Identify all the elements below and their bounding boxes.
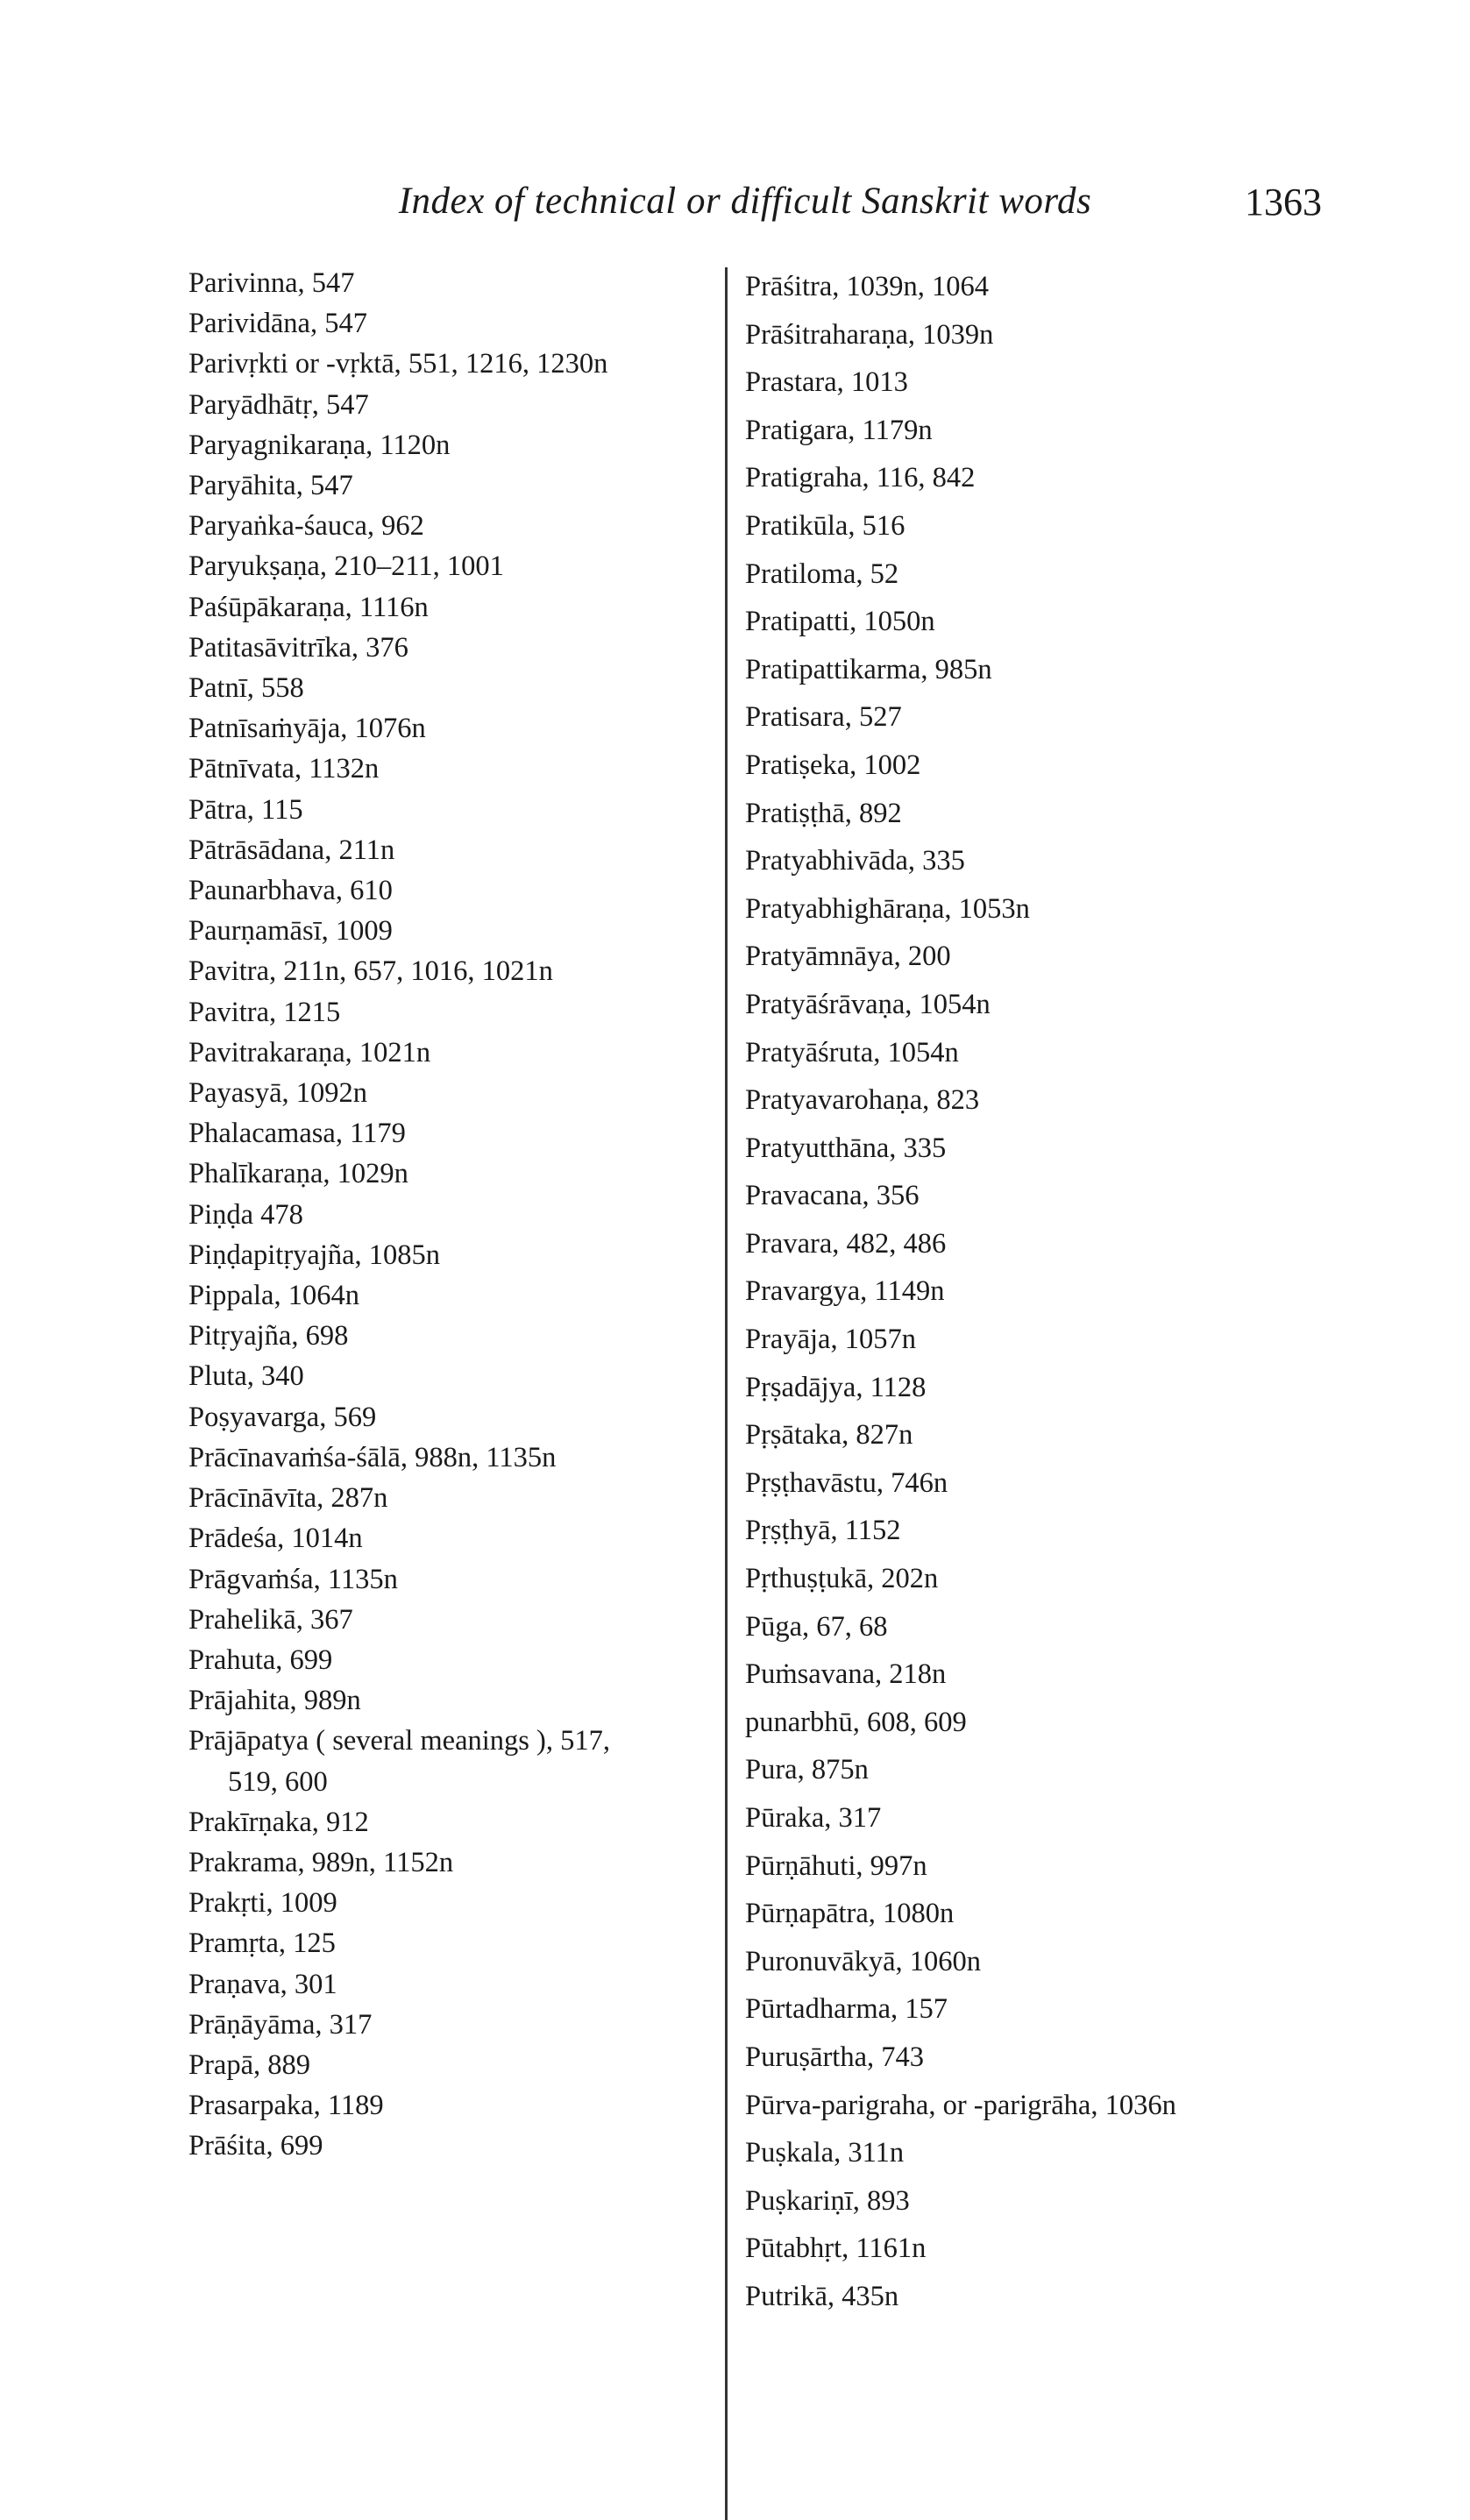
- index-entry: [745, 1316, 1359, 1364]
- index-entry-text: Prakīrṇaka, 912: [188, 1806, 369, 1838]
- index-entry-text: Pravargya, 1149n: [745, 1275, 945, 1308]
- index-entry: [188, 1721, 732, 1801]
- index-entry: [745, 1267, 1359, 1316]
- index-entry: [745, 311, 1359, 359]
- index-entry: [188, 1113, 732, 1154]
- index-entry-text: Pṛṣṭhavāstu, 746n: [745, 1466, 948, 1499]
- index-entry-text: Paryukṣaṇa, 210–211, 1001: [188, 550, 504, 583]
- index-entry-text: Pṛthuṣṭukā, 202n: [745, 1563, 939, 1595]
- index-entry-text: Pratisara, 527: [745, 701, 902, 734]
- index-entry-text: Prayāja, 1057n: [745, 1324, 916, 1356]
- index-entry-text: Pratyāśruta, 1054n: [745, 1036, 959, 1068]
- index-entry: [745, 1172, 1359, 1220]
- index-entry: [745, 1603, 1359, 1651]
- index-entry: [745, 1220, 1359, 1268]
- index-entry: [188, 1842, 732, 1883]
- index-entry-text: Paryādhātṛ, 547: [188, 388, 369, 421]
- index-entry: [745, 837, 1359, 885]
- index-entry: [188, 1680, 732, 1721]
- index-entry: [745, 981, 1359, 1029]
- index-entry-continuation: 519, 600: [228, 1765, 328, 1798]
- index-entry-text: Pratyutthāna, 335: [745, 1132, 947, 1164]
- index-entry: [745, 358, 1359, 407]
- index-entry-text: Pratiloma, 52: [745, 557, 899, 590]
- index-entry-text: Paunarbhava, 610: [188, 875, 393, 907]
- index-entry-text: Pravara, 482, 486: [745, 1227, 947, 1260]
- index-entry: [745, 693, 1359, 742]
- index-entry-text: Prakrama, 989n, 1152n: [188, 1846, 454, 1878]
- index-entry-text: Paurṇamāsī, 1009: [188, 915, 393, 948]
- index-entry: [745, 598, 1359, 646]
- index-entry-text: Pratikūla, 516: [745, 509, 905, 542]
- index-entry-text: Patnīsaṁyāja, 1076n: [188, 713, 426, 745]
- index-entry-text: Prasarpaka, 1189: [188, 2090, 384, 2122]
- index-entry: [745, 407, 1359, 455]
- index-entry: [745, 885, 1359, 933]
- index-entry-text: Piṇḍa 478: [188, 1198, 303, 1231]
- index-entry: [188, 1275, 732, 1316]
- index-entry: [188, 2085, 732, 2126]
- index-entry: [745, 1794, 1359, 1842]
- index-entry: [745, 646, 1359, 694]
- index-entry-text: Phalacamasa, 1179: [188, 1118, 406, 1150]
- index-entry-text: Pūrtadharma, 157: [745, 1993, 948, 2026]
- index-entry-text: Prahelikā, 367: [188, 1603, 353, 1636]
- index-entry: [745, 2129, 1359, 2177]
- index-entry: [188, 628, 732, 668]
- index-entry: [188, 1883, 732, 1923]
- index-entry-text: Pravacana, 356: [745, 1180, 920, 1212]
- index-entry: [745, 1125, 1359, 1173]
- index-entry-text: Puṣkariṇī, 893: [745, 2184, 910, 2217]
- index-entry-text: Phalīkaraṇa, 1029n: [188, 1158, 408, 1190]
- index-entry-text: Pitṛyajña, 698: [188, 1320, 349, 1352]
- index-entry: [745, 2082, 1359, 2130]
- index-entry: [745, 502, 1359, 550]
- index-entry-text: Pratyāmnāya, 200: [745, 941, 951, 973]
- index-entry-text: Pratyabhighāraṇa, 1053n: [745, 892, 1030, 925]
- index-entry: [188, 1397, 732, 1437]
- index-entry: [745, 933, 1359, 981]
- index-entry-text: Piṇḍapitṛyajña, 1085n: [188, 1239, 441, 1271]
- index-entry-text: Patnī, 558: [188, 672, 304, 705]
- index-entry-text: Pṛṣadājya, 1128: [745, 1371, 927, 1403]
- index-entry: [745, 1842, 1359, 1891]
- index-entry: [745, 1507, 1359, 1555]
- index-entry-text: Patitasāvitrīka, 376: [188, 631, 408, 664]
- index-entry: [745, 2034, 1359, 2082]
- index-entry-text: Paryagnikaraṇa, 1120n: [188, 429, 451, 461]
- index-entry: [188, 263, 732, 303]
- index-entry-text: Pavitra, 211n, 657, 1016, 1021n: [188, 955, 553, 988]
- index-entry-text: Pratigara, 1179n: [745, 414, 933, 446]
- index-entry: [188, 1437, 732, 1478]
- index-entry-text: Prāgvaṁśa, 1135n: [188, 1563, 398, 1595]
- index-entry: [188, 749, 732, 789]
- index-entry-text: Putrikā, 435n: [745, 2280, 899, 2312]
- index-entry: [745, 550, 1359, 599]
- index-entry-text: Prāśitra, 1039n, 1064: [745, 271, 990, 302]
- index-entry-text: Pūrṇapātra, 1080n: [745, 1898, 955, 1930]
- index-entry: [188, 992, 732, 1033]
- index-entry-text: Pratyāśrāvaṇa, 1054n: [745, 988, 991, 1020]
- index-entry: [188, 587, 732, 628]
- index-entry-text: Puruṣārtha, 743: [745, 2041, 924, 2073]
- index-entry-text: Pūraka, 317: [745, 1802, 882, 1834]
- index-entry-text: punarbhū, 608, 609: [745, 1706, 967, 1738]
- index-entry-text: Pūrva-parigraha, or -parigrāha, 1036n: [745, 2089, 1176, 2121]
- index-entry-text: Pṛṣātaka, 827n: [745, 1419, 913, 1452]
- index-entry: [188, 668, 732, 708]
- index-entry-text: Pratyabhivāda, 335: [745, 845, 965, 877]
- index-entry-text: Prakṛti, 1009: [188, 1887, 337, 1920]
- index-entry-text: Praṇava, 301: [188, 1968, 337, 2000]
- index-entry-text: Prājāpatya ( several meanings ), 517,: [188, 1725, 611, 1757]
- index-entry-text: Prastara, 1013: [745, 366, 908, 399]
- index-entry-text: Prāśita, 699: [188, 2130, 323, 2162]
- index-entry: [745, 790, 1359, 838]
- index-entry-text: Prācīnavaṁśa-śālā, 988n, 1135n: [188, 1441, 557, 1473]
- index-entry-text: Pūtabhṛt, 1161n: [745, 2233, 927, 2265]
- index-entry: [188, 790, 732, 830]
- index-entry-text: Pātnīvata, 1132n: [188, 753, 380, 785]
- index-entry: [745, 1938, 1359, 1986]
- running-header-title: Index of technical or difficult Sanskrit words: [398, 181, 1092, 222]
- index-entry: [745, 1555, 1359, 1603]
- index-entry: [188, 1316, 732, 1356]
- index-entry-text: Pavitrakaraṇa, 1021n: [188, 1036, 431, 1068]
- index-entry-text: Pṛṣṭhyā, 1152: [745, 1515, 901, 1547]
- index-entry-text: Parividāna, 547: [188, 308, 367, 340]
- index-entry-text: Parivṛkti or -vṛktā, 551, 1216, 1230n: [188, 348, 608, 380]
- index-entry: [188, 1600, 732, 1640]
- index-column-right: [745, 263, 1359, 2321]
- index-entry-text: Prācīnāvīta, 287n: [188, 1482, 388, 1515]
- index-entry-text: Puṁsavana, 218n: [745, 1658, 947, 1691]
- index-entry: [745, 1890, 1359, 1938]
- index-entry: [188, 344, 732, 384]
- index-entry-text: Prapā, 889: [188, 2048, 310, 2081]
- index-entry-text: Pratyavarohaṇa, 823: [745, 1084, 980, 1117]
- index-entry-text: Pratipattikarma, 985n: [745, 653, 992, 685]
- index-entry: [188, 1478, 732, 1518]
- index-entry: [188, 1923, 732, 1963]
- index-entry-text: Prāśitraharaṇa, 1039n: [745, 318, 994, 351]
- index-entry-text: Pluta, 340: [188, 1360, 304, 1393]
- index-entry: [188, 1033, 732, 1073]
- index-entry: [745, 263, 1359, 311]
- index-entry: [188, 1559, 732, 1600]
- index-entry-text: Pramṛta, 125: [188, 1927, 336, 1960]
- index-entry: [745, 454, 1359, 502]
- index-entry-text: Pūga, 67, 68: [745, 1610, 888, 1643]
- index-entry-text: Prahuta, 699: [188, 1643, 333, 1676]
- page-number: 1363: [1245, 181, 1322, 224]
- index-entry-text: Pātrāsādana, 211n: [188, 834, 395, 866]
- index-entry-text: Pātra, 115: [188, 793, 303, 826]
- index-entry: [188, 708, 732, 749]
- index-entry: [745, 1746, 1359, 1794]
- index-entry: [745, 1650, 1359, 1699]
- index-entry-text: Pūrṇāhuti, 997n: [745, 1849, 927, 1882]
- index-entry-text: Paryaṅka-śauca, 962: [188, 510, 424, 543]
- index-entry: [745, 1699, 1359, 1747]
- index-entry-text: Pratiṣeka, 1002: [745, 749, 921, 781]
- index-entry: [188, 870, 732, 911]
- index-entry-text: Pura, 875n: [745, 1754, 869, 1786]
- index-entry-text: Prādeśa, 1014n: [188, 1523, 363, 1555]
- index-entry: [188, 911, 732, 951]
- index-entry: [745, 1459, 1359, 1508]
- index-entry: [745, 742, 1359, 790]
- index-entry-text: Puronuvākyā, 1060n: [745, 1945, 981, 1977]
- index-entry: [188, 1964, 732, 2005]
- index-entry: [745, 2177, 1359, 2225]
- index-entry: [188, 506, 732, 546]
- index-entry: [188, 1640, 732, 1680]
- index-entry-text: Pratigraha, 116, 842: [745, 462, 976, 494]
- column-divider: [725, 267, 728, 2520]
- index-entry-text: Poṣyavarga, 569: [188, 1401, 377, 1433]
- index-entry: [745, 2225, 1359, 2273]
- index-entry: [745, 1411, 1359, 1459]
- index-entry-text: Payasyā, 1092n: [188, 1077, 367, 1110]
- index-entry-text: Pippala, 1064n: [188, 1280, 359, 1312]
- index-entry-text: Parivinna, 547: [188, 267, 355, 299]
- index-entry: [188, 425, 732, 465]
- index-entry: [188, 385, 732, 425]
- index-entry: [188, 1356, 732, 1396]
- index-entry: [188, 1802, 732, 1842]
- index-entry: [188, 951, 732, 991]
- index-entry-text: Puṣkala, 311n: [745, 2137, 905, 2169]
- index-entry: [745, 2273, 1359, 2321]
- index-entry-text: Prājahita, 989n: [188, 1685, 361, 1717]
- index-entry: [745, 1364, 1359, 1412]
- index-entry: [188, 830, 732, 870]
- index-entry: [188, 2045, 732, 2085]
- index-entry: [188, 465, 732, 506]
- index-entry: [188, 1195, 732, 1235]
- index-entry: [188, 546, 732, 586]
- index-entry-text: Paryāhita, 547: [188, 470, 353, 502]
- index-entry: [188, 1073, 732, 1113]
- index-entry: [188, 1518, 732, 1558]
- index-entry-text: Prāṇāyāma, 317: [188, 2008, 373, 2041]
- index-entry: [188, 2005, 732, 2045]
- index-entry: [188, 2126, 732, 2166]
- index-entry: [188, 1235, 732, 1275]
- index-entry: [745, 1029, 1359, 1077]
- index-entry: [745, 1076, 1359, 1125]
- index-entry-text: Paśūpākaraṇa, 1116n: [188, 591, 429, 623]
- index-entry-text: Pratiṣṭhā, 892: [745, 797, 902, 829]
- index-entry-text: Pavitra, 1215: [188, 996, 341, 1028]
- index-entry: [188, 1154, 732, 1194]
- index-entry: [188, 303, 732, 344]
- index-entry-text: Pratipatti, 1050n: [745, 606, 935, 638]
- index-entry: [745, 1985, 1359, 2034]
- index-column-left: [188, 263, 732, 2167]
